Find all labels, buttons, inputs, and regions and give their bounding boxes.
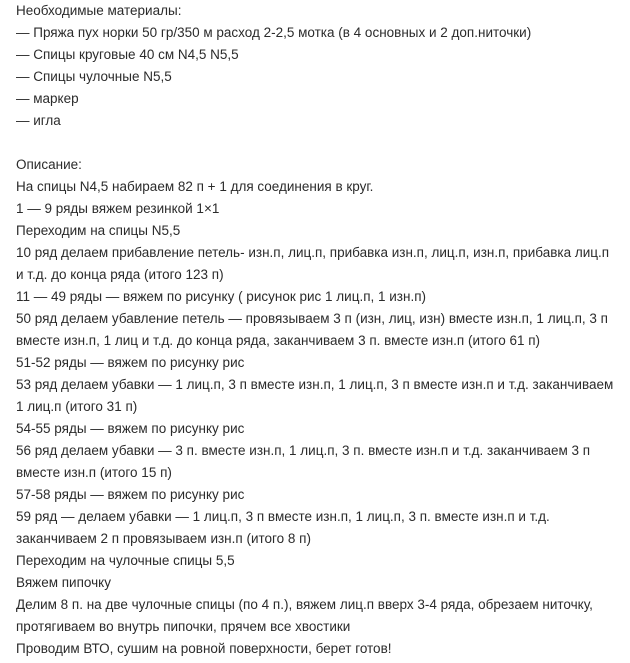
description-line: 50 ряд делаем убавление петель — провязываем 3 п (изн, лиц, изн) вместе изн.п, 1 лиц.п, 3 п (16, 311, 608, 326)
material-item: — Спицы круговые 40 см N4,5 N5,5 (16, 47, 239, 62)
description-line: вместе изн.п, 1 лиц и т.д. до конца ряда, заканчиваем 3 п. вместе изн.п (итого 61 п) (16, 333, 541, 348)
description-line: 11 — 49 ряды — вяжем по рисунку ( рисунок рис 1 лиц.п, 1 изн.п) (16, 289, 427, 304)
material-item: — Спицы чулочные N5,5 (16, 69, 172, 84)
description-line: Делим 8 п. на две чулочные спицы (по 4 п.), вяжем лиц.п вверх 3-4 ряда, обрезаем ниточку, (16, 597, 593, 612)
description-line: вместе изн.п (итого 15 п) (16, 465, 172, 480)
description-line: 57-58 ряды — вяжем по рисунку рис (16, 487, 245, 502)
material-item: — игла (16, 113, 61, 128)
description-line: Переходим на спицы N5,5 (16, 223, 181, 238)
description-line: заканчиваем 2 п провязываем изн.п (итого 8 п) (16, 531, 311, 546)
description-line: 59 ряд — делаем убавки — 1 лиц.п, 3 п вместе изн.п, 1 лиц.п, 3 п. вместе изн.п и т.д. (16, 509, 550, 524)
description-line: 56 ряд делаем убавки — 3 п. вместе изн.п, 1 лиц.п, 3 п. вместе изн.п и т.д. заканчиваем 3 п (16, 443, 591, 458)
section-spacer (16, 132, 626, 154)
description-line: 1 лиц.п (итого 31 п) (16, 399, 138, 414)
description-line: 51-52 ряды — вяжем по рисунку рис (16, 355, 245, 370)
pattern-document (16, 0, 626, 660)
description-line: 1 — 9 ряды вяжем резинкой 1×1 (16, 201, 220, 216)
material-item: — Пряжа пух норки 50 гр/350 м расход 2-2,5 мотка (в 4 основных и 2 доп.ниточки) (16, 25, 532, 40)
description-line: и т.д. до конца ряда (итого 123 п) (16, 267, 224, 282)
description-heading: Описание: (16, 157, 82, 172)
material-item: — маркер (16, 91, 79, 106)
materials-heading: Необходимые материалы: (16, 3, 182, 18)
description-line: Переходим на чулочные спицы 5,5 (16, 553, 235, 568)
description-line: 54-55 ряды — вяжем по рисунку рис (16, 421, 245, 436)
description-line: Вяжем пипочку (16, 575, 111, 590)
description-line: 53 ряд делаем убавки — 1 лиц.п, 3 п вместе изн.п, 1 лиц.п, 3 п вместе изн.п и т.д. заканчиваем (16, 377, 614, 392)
description-line: 10 ряд делаем прибавление петель- изн.п, лиц.п, прибавка изн.п, лиц.п, изн.п, прибавка лиц.п (16, 245, 610, 260)
description-line: Проводим ВТО, сушим на ровной поверхности, берет готов! (16, 641, 392, 656)
description-line: На спицы N4,5 набираем 82 п + 1 для соединения в круг. (16, 179, 374, 194)
description-line: протягиваем во внутрь пипочки, прячем все хвостики (16, 619, 351, 634)
